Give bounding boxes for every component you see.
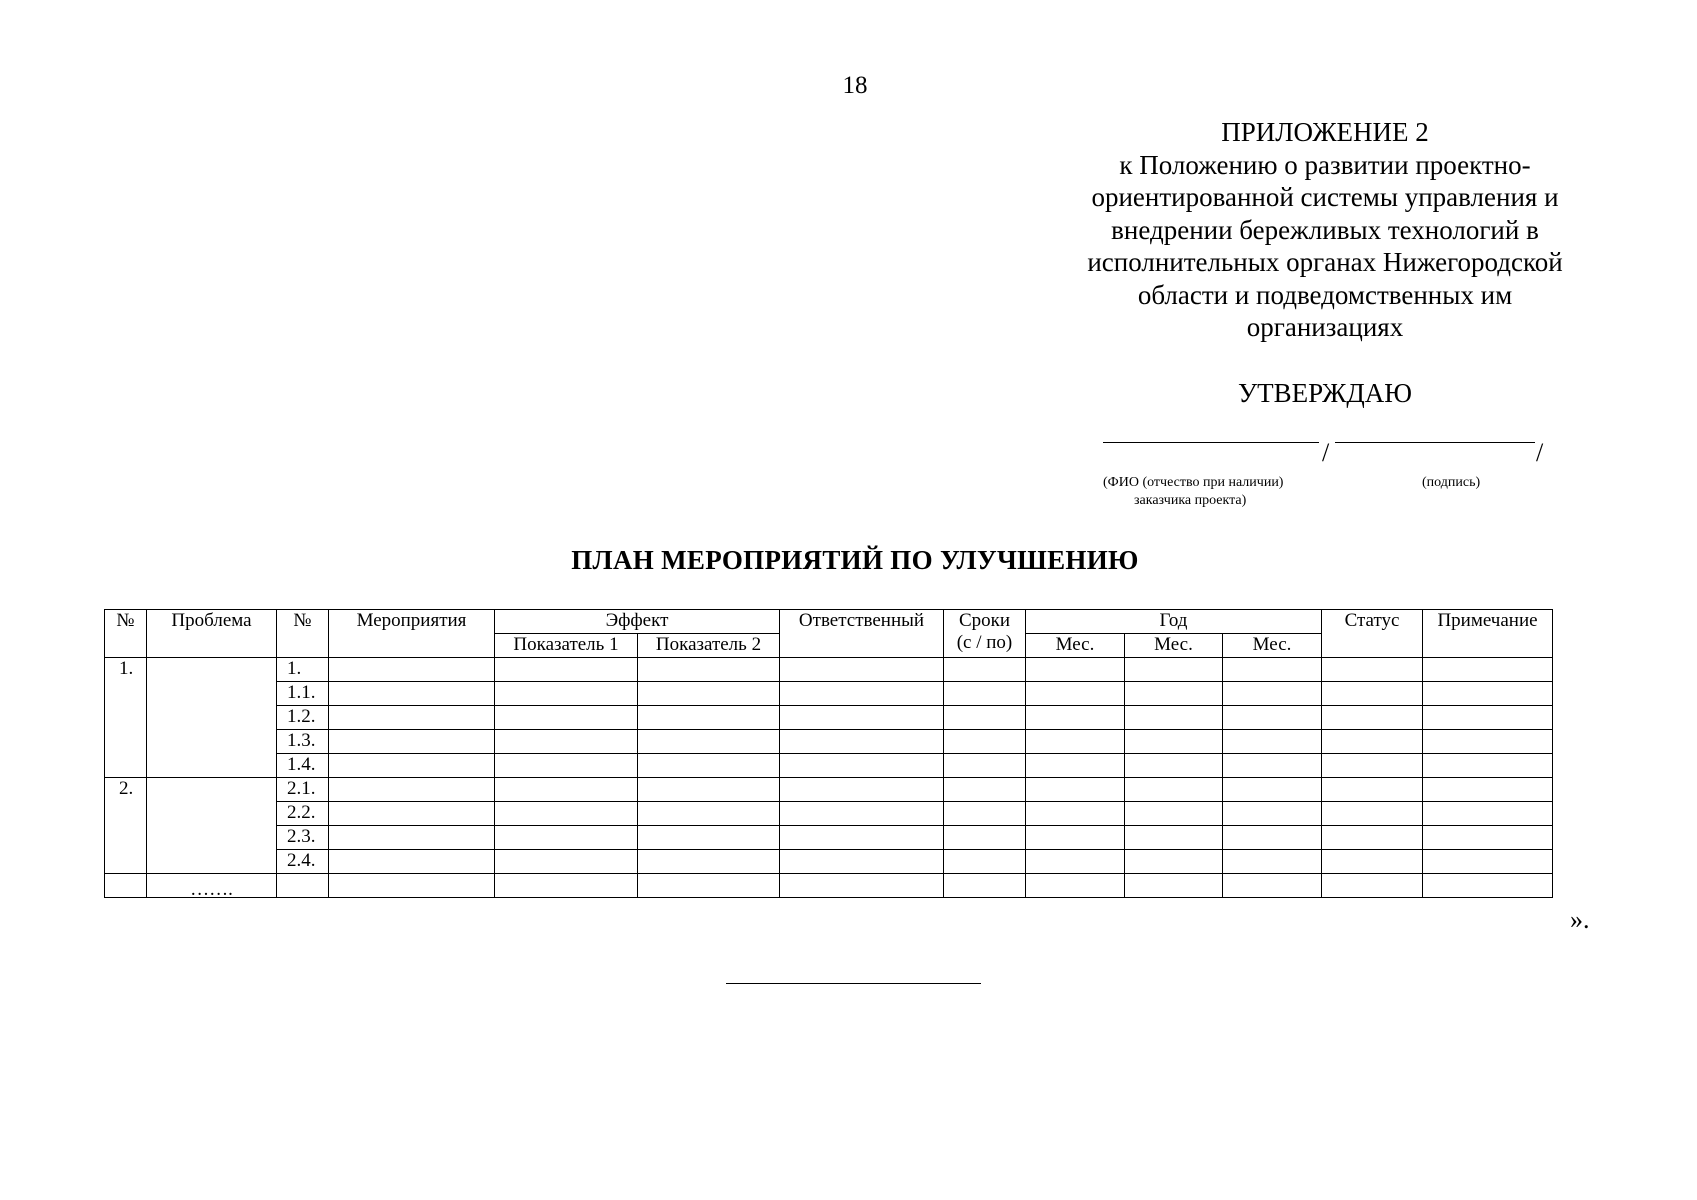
slash-separator: / — [1536, 438, 1544, 467]
status-cell — [1322, 682, 1423, 706]
month-cell — [1223, 682, 1322, 706]
responsible-cell — [780, 874, 944, 898]
measures-cell — [329, 658, 495, 682]
month-cell — [1026, 778, 1125, 802]
appendix-line: исполнительных органах Нижегородской — [1087, 247, 1563, 277]
note-cell — [1423, 658, 1553, 682]
approval-label: УТВЕРЖДАЮ — [1237, 378, 1413, 408]
sub-num: 1.1. — [277, 682, 329, 706]
month-cell — [1026, 802, 1125, 826]
terms-cell — [944, 682, 1026, 706]
terms-cell — [944, 658, 1026, 682]
indicator-cell — [495, 826, 638, 850]
indicator-cell — [638, 826, 780, 850]
status-cell — [1322, 826, 1423, 850]
fio-line — [1103, 442, 1319, 443]
sub-num — [277, 874, 329, 898]
status-cell — [1322, 754, 1423, 778]
indicator-cell — [495, 874, 638, 898]
indicator-cell — [638, 802, 780, 826]
problem-cell — [147, 658, 277, 778]
responsible-cell — [780, 706, 944, 730]
month-cell — [1125, 850, 1223, 874]
status-cell — [1322, 850, 1423, 874]
measures-cell — [329, 706, 495, 730]
month-cell — [1223, 658, 1322, 682]
table-row — [105, 754, 1553, 778]
group-num — [105, 874, 147, 898]
terms-cell — [944, 778, 1026, 802]
month-cell — [1223, 730, 1322, 754]
appendix-line: ориентированной системы управления и — [1091, 182, 1559, 212]
terms-cell — [944, 826, 1026, 850]
status-cell — [1322, 706, 1423, 730]
month-cell — [1026, 850, 1125, 874]
signature-caption: (подпись) — [1422, 475, 1481, 490]
header-terms-label: Сроки — [958, 610, 1011, 631]
responsible-cell — [780, 850, 944, 874]
month-cell — [1026, 706, 1125, 730]
month-cell — [1125, 706, 1223, 730]
terms-cell — [944, 850, 1026, 874]
indicator-cell — [495, 802, 638, 826]
measures-cell — [329, 730, 495, 754]
month-cell — [1223, 778, 1322, 802]
note-cell — [1423, 754, 1553, 778]
sub-num: 2.4. — [277, 850, 329, 874]
month-cell — [1026, 754, 1125, 778]
measures-cell — [329, 682, 495, 706]
table-row — [105, 682, 1553, 706]
responsible-cell — [780, 802, 944, 826]
terms-cell — [944, 754, 1026, 778]
status-cell — [1322, 778, 1423, 802]
responsible-cell — [780, 730, 944, 754]
header-problem: Проблема — [147, 610, 277, 658]
month-cell — [1223, 826, 1322, 850]
indicator-cell — [495, 658, 638, 682]
ellipsis-cell: ……. — [147, 874, 277, 898]
header-indicator-2: Показатель 2 — [638, 634, 780, 658]
header-month: Мес. — [1026, 634, 1125, 658]
note-cell — [1423, 778, 1553, 802]
indicator-cell — [638, 850, 780, 874]
month-cell — [1223, 874, 1322, 898]
measures-cell — [329, 874, 495, 898]
note-cell — [1423, 826, 1553, 850]
status-cell — [1322, 802, 1423, 826]
terms-cell — [944, 730, 1026, 754]
header-sub-num: № — [277, 610, 329, 658]
indicator-cell — [638, 658, 780, 682]
terms-cell — [944, 706, 1026, 730]
responsible-cell — [780, 754, 944, 778]
header-indicator-1: Показатель 1 — [495, 634, 638, 658]
note-cell — [1423, 874, 1553, 898]
header-month: Мес. — [1125, 634, 1223, 658]
status-cell — [1322, 874, 1423, 898]
note-cell — [1423, 850, 1553, 874]
month-cell — [1125, 826, 1223, 850]
sub-num: 1.3. — [277, 730, 329, 754]
sub-num: 2.2. — [277, 802, 329, 826]
month-cell — [1125, 682, 1223, 706]
month-cell — [1223, 706, 1322, 730]
header-measures: Мероприятия — [329, 610, 495, 658]
indicator-cell — [638, 778, 780, 802]
indicator-cell — [495, 730, 638, 754]
measures-cell — [329, 778, 495, 802]
plan-title: ПЛАН МЕРОПРИЯТИЙ ПО УЛУЧШЕНИЮ — [571, 545, 1139, 575]
month-cell — [1026, 658, 1125, 682]
month-cell — [1125, 874, 1223, 898]
header-terms-range: (с / по) — [956, 632, 1013, 653]
month-cell — [1125, 658, 1223, 682]
appendix-line: области и подведомственных им — [1137, 279, 1513, 310]
sub-num: 1.2. — [277, 706, 329, 730]
indicator-cell — [495, 778, 638, 802]
note-cell — [1423, 802, 1553, 826]
measures-cell — [329, 802, 495, 826]
header-note: Примечание — [1423, 610, 1553, 658]
responsible-cell — [780, 826, 944, 850]
measures-cell — [329, 826, 495, 850]
indicator-cell — [495, 754, 638, 778]
terms-cell — [944, 802, 1026, 826]
responsible-cell — [780, 778, 944, 802]
indicator-cell — [495, 682, 638, 706]
group-num: 1. — [105, 658, 147, 778]
table-row — [105, 826, 1553, 850]
responsible-cell — [780, 682, 944, 706]
appendix-header — [1050, 116, 1600, 344]
table-row — [105, 778, 1553, 802]
appendix-title: ПРИЛОЖЕНИЕ 2 — [1221, 117, 1429, 147]
month-cell — [1125, 778, 1223, 802]
page-number: 18 — [842, 72, 868, 99]
indicator-cell — [638, 874, 780, 898]
indicator-cell — [638, 754, 780, 778]
indicator-cell — [638, 682, 780, 706]
fio-caption-line2: заказчика проекта) — [1134, 493, 1247, 508]
indicator-cell — [638, 706, 780, 730]
appendix-line: организациях — [1246, 312, 1404, 342]
header-responsible: Ответственный — [780, 610, 944, 658]
table-row — [105, 658, 1553, 682]
table-row — [105, 730, 1553, 754]
improvement-plan-table — [104, 609, 1553, 898]
header-status: Статус — [1322, 610, 1423, 658]
fio-caption: (ФИО (отчество при наличии) — [1103, 475, 1284, 490]
header-terms — [944, 610, 1026, 658]
month-cell — [1026, 730, 1125, 754]
terms-cell — [944, 874, 1026, 898]
month-cell — [1223, 850, 1322, 874]
table-header-row — [105, 610, 1553, 634]
month-cell — [1125, 802, 1223, 826]
header-num: № — [105, 610, 147, 658]
table-row — [105, 802, 1553, 826]
problem-cell — [147, 778, 277, 874]
status-cell — [1322, 658, 1423, 682]
group-num: 2. — [105, 778, 147, 874]
table-row — [105, 850, 1553, 874]
sub-num: 1. — [277, 658, 329, 682]
indicator-cell — [495, 706, 638, 730]
month-cell — [1223, 802, 1322, 826]
measures-cell — [329, 754, 495, 778]
header-year: Год — [1026, 610, 1322, 634]
appendix-line: к Положению о развитии проектно- — [1119, 149, 1531, 180]
note-cell — [1423, 706, 1553, 730]
status-cell — [1322, 730, 1423, 754]
end-divider — [726, 983, 981, 984]
appendix-line: внедрении бережливых технологий в — [1111, 214, 1539, 245]
sub-num: 2.1. — [277, 778, 329, 802]
sub-num: 2.3. — [277, 826, 329, 850]
indicator-cell — [495, 850, 638, 874]
month-cell — [1125, 730, 1223, 754]
closing-quote: ». — [1570, 905, 1590, 934]
table-row — [105, 706, 1553, 730]
month-cell — [1026, 874, 1125, 898]
note-cell — [1423, 682, 1553, 706]
measures-cell — [329, 850, 495, 874]
signature-line — [1335, 442, 1535, 443]
table-row-ellipsis — [105, 874, 1553, 898]
note-cell — [1423, 730, 1553, 754]
month-cell — [1026, 826, 1125, 850]
header-effect: Эффект — [495, 610, 780, 634]
month-cell — [1026, 682, 1125, 706]
month-cell — [1223, 754, 1322, 778]
slash-separator: / — [1322, 438, 1330, 467]
sub-num: 1.4. — [277, 754, 329, 778]
header-month: Мес. — [1223, 634, 1322, 658]
month-cell — [1125, 754, 1223, 778]
indicator-cell — [638, 730, 780, 754]
responsible-cell — [780, 658, 944, 682]
